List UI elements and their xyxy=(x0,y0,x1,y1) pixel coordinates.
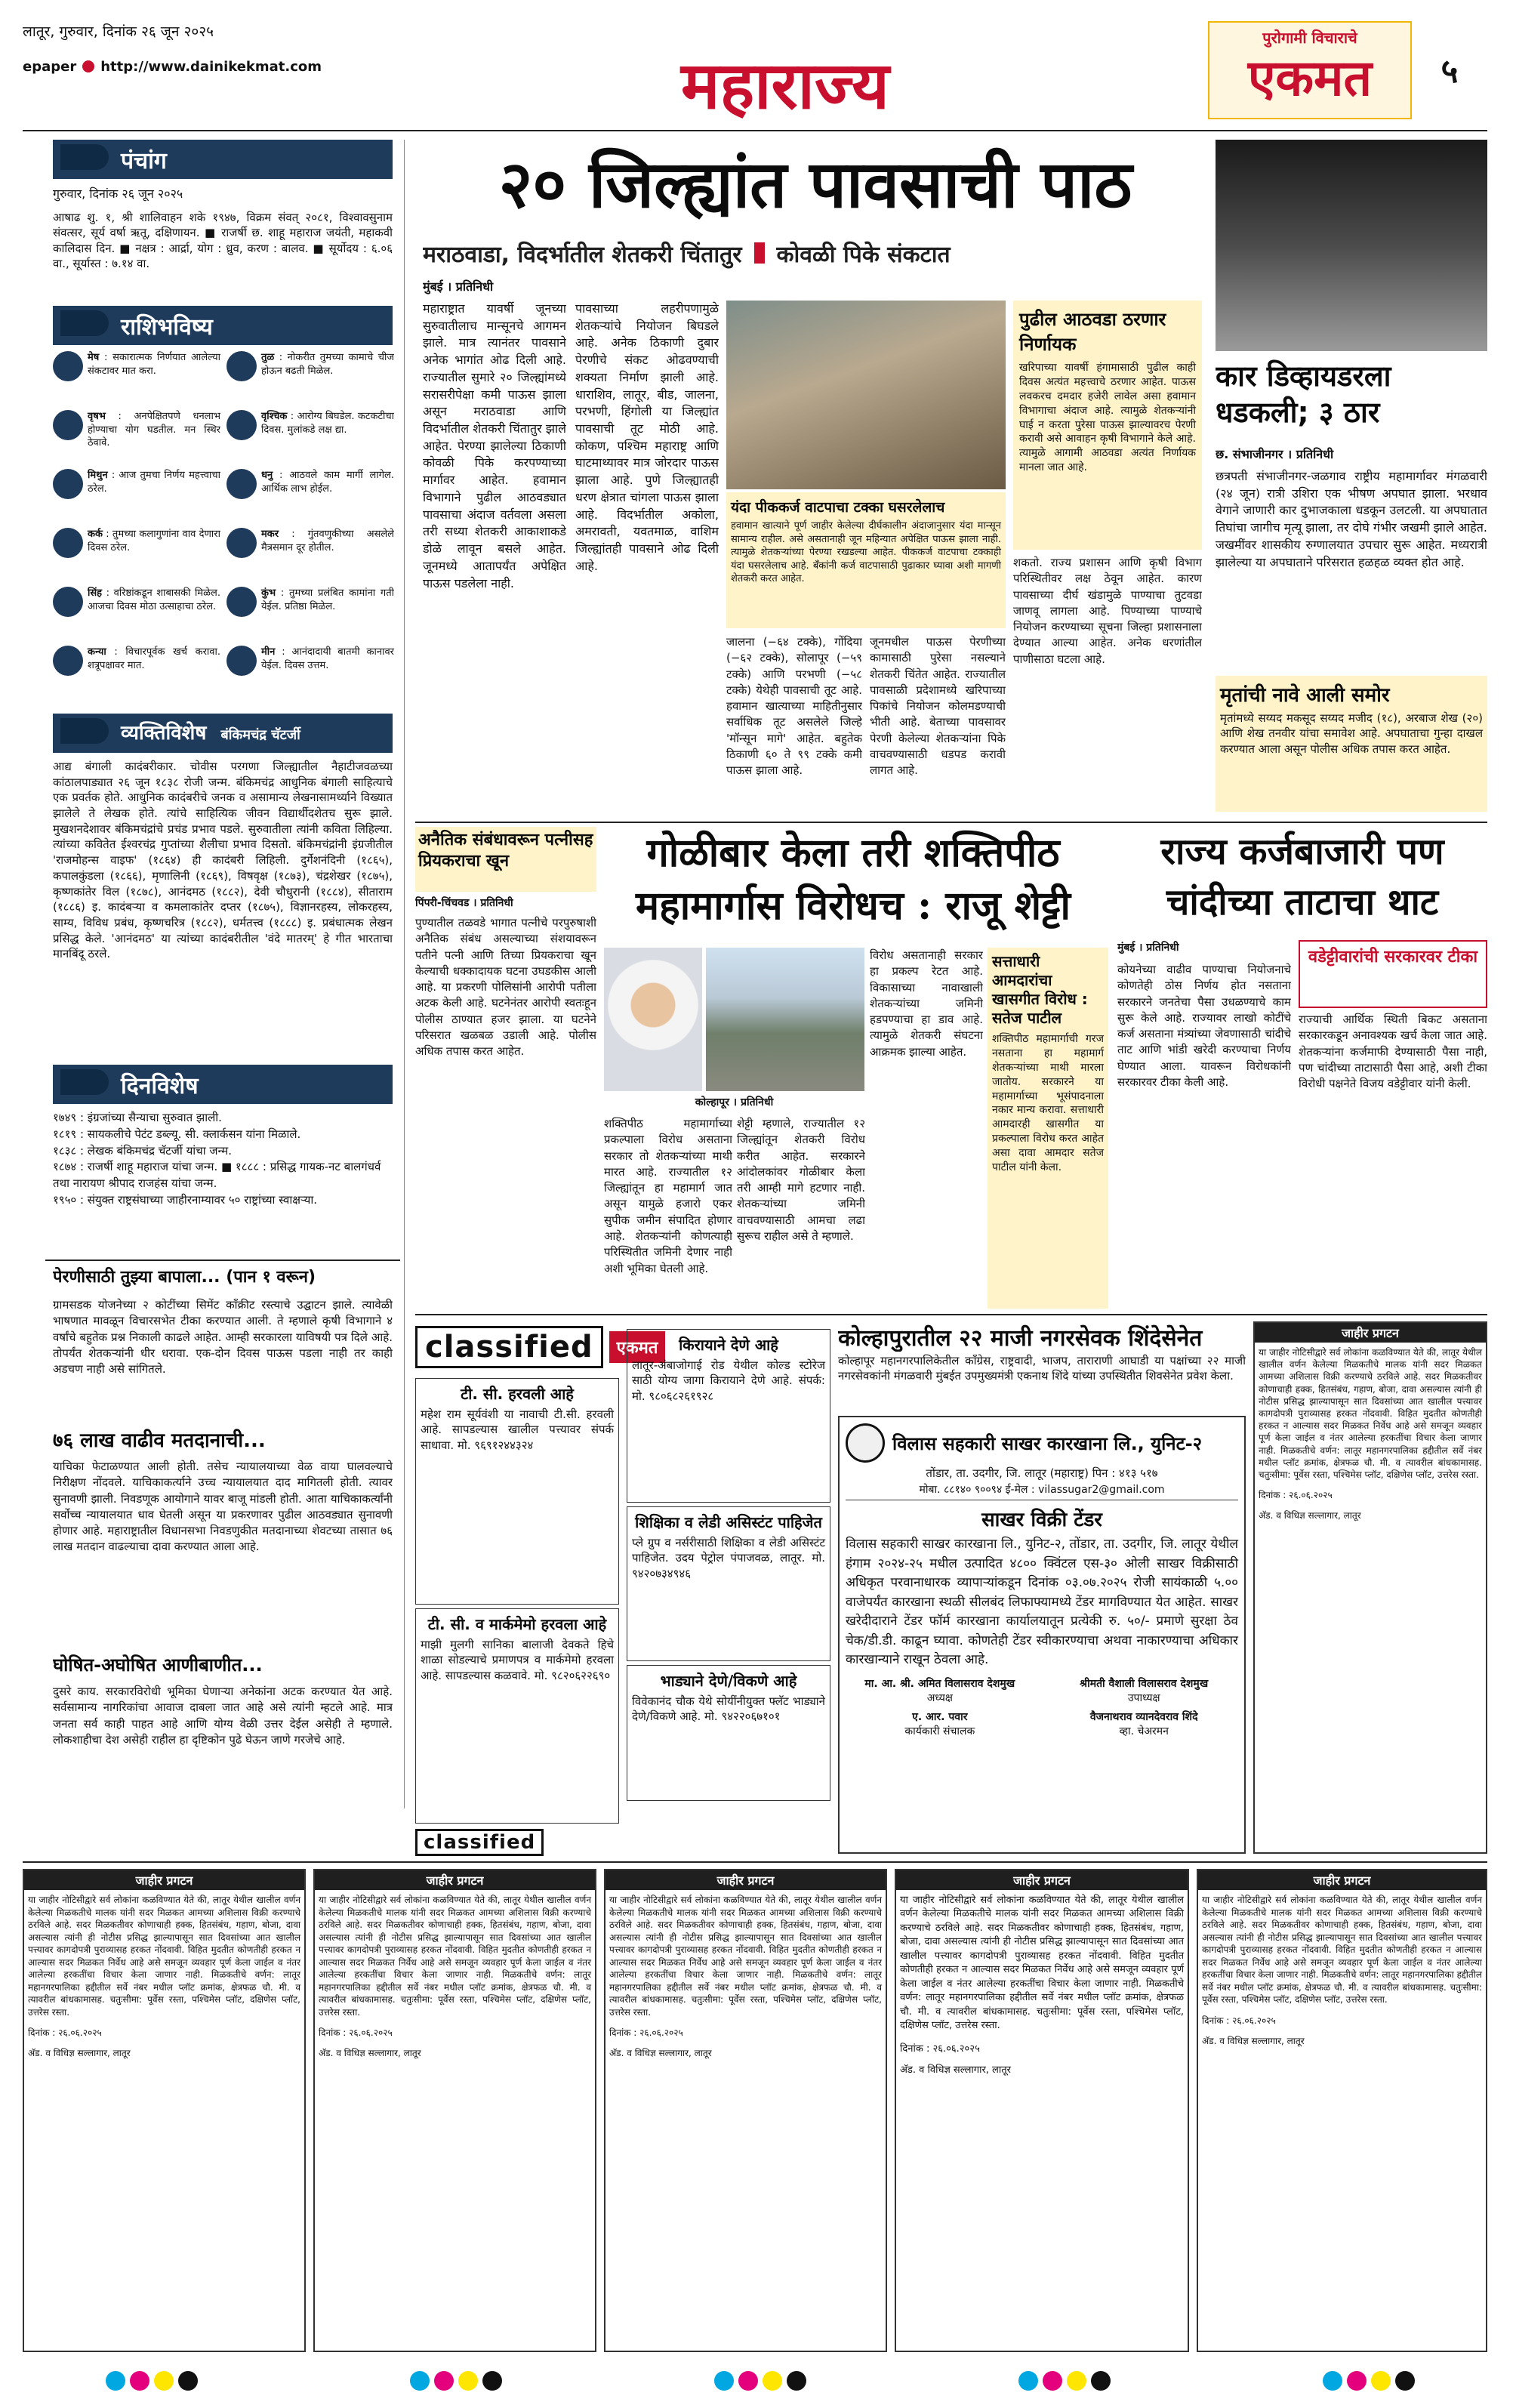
shaktipeeth-body-3: विरोध असतानाही सरकार हा प्रकल्प रेटत आहे. विकासाच्या नावाखाली शेतकऱ्यांच्या जमिनी हडपण्याचा हा डाव आहे. त्यामुळे शेतकरी संघटना आक्रमक झाल्या आहेत. xyxy=(870,948,983,1059)
dinvishesh-item: १८१९ : सायकलीचे पेटंट डब्ल्यू. सी. क्लार्कसन यांना मिळाले. xyxy=(53,1127,301,1141)
ad-body: प्ले ग्रुप व नर्सरीसाठी शिक्षिका व लेडी असिस्टंट पाहिजेत. उदय पेट्रोल पंपाजवळ, लातूर. मो. ९४२०७३४९४६ xyxy=(632,1536,825,1580)
lead-subheads xyxy=(423,234,1208,272)
rashi-text: अनपेक्षितपणे धनलाभ होण्याचा योग घडतील. मन स्थिर ठेवावे. xyxy=(88,411,220,449)
rashi-name: सिंह xyxy=(88,587,103,599)
vyakti-header xyxy=(53,714,393,753)
classified-footer xyxy=(415,1827,830,1858)
rashi-name: मकर xyxy=(261,529,279,540)
zodiac-pisces-icon xyxy=(226,646,257,676)
dinvishesh-title: दिनविशेष xyxy=(121,1073,199,1099)
raju-shetti-photo xyxy=(604,948,702,1091)
section-masthead xyxy=(649,38,921,128)
panchang-header xyxy=(53,140,393,179)
zodiac-cancer-icon xyxy=(53,528,83,558)
rashi-left-list xyxy=(53,351,220,710)
rashi-name: तुळ xyxy=(261,352,275,363)
notice-body: या जाहीर नोटिसीद्वारे सर्व लोकांना कळविण्यात येते की, लातूर येथील खालील वर्णन केलेल्या मिळकतीचे मालक यांनी सदर मिळकत आमच्या अशिलास विक्री करण्याचे ठरविले आहे. सदर मिळकतीवर कोणाचाही हक्क, हितसंबंध, गहाण, बोजा, दावा असल्यास त्यांनी ही नोटीस प्रसिद्ध झाल्यापासून सात दिवसांच्या आत खालील पत्त्यावर कागदोपत्री पुराव्यासह हरकत नोंदवावी. विहित मुदतीत कोणतीही हरकत न आल्यास सदर मिळकत निर्वेध आहे असे समजून व्यवहार पूर्ण केला जाईल व नंतर आलेल्या हरकतींचा विचार केला जाणार नाही. मिळकतीचे वर्णन: लातूर महानगरपालिका हद्दीतील सर्वे नंबर मधील प्लॉट क्रमांक, क्षेत्रफळ चौ. मी. व त्यावरील बांधकामासह. चतुःसीमा: पूर्वेस रस्ता, पश्चिमेस प्लॉट, दक्षिणेस प्लॉट, उत्तरेस रस्ता. xyxy=(609,1895,882,2018)
notice-header: जाहीर प्रगटन xyxy=(24,1870,304,1890)
anaitik-headline: अनैतिक संबंधावरून पत्नीसह प्रियकराचा खून xyxy=(418,831,593,871)
classified-ad xyxy=(627,1665,830,1801)
zodiac-capricorn-icon xyxy=(226,528,257,558)
vilas-contact: मोबा. ८८१४० ९००९४ ई-मेल : vilassugar2@gmail.com xyxy=(846,1482,1238,1500)
public-notice xyxy=(23,1869,306,2352)
brand-name: एकमत xyxy=(1247,48,1373,107)
panchang-title: पंचांग xyxy=(121,148,167,174)
rashi-text: आज तुमचा निर्णय महत्त्वाचा ठरेल. xyxy=(88,470,220,495)
color-registration-mark xyxy=(1323,2371,1419,2398)
rashi-text: तुमच्या कलागुणांना वाव देणारा दिवस ठरेल. xyxy=(88,529,220,553)
public-notice xyxy=(895,1869,1189,2352)
rashi-item: तुळ : नोकरीत तुमच्या कामाचे चीज होऊन बढती मिळेल. xyxy=(226,351,394,410)
signatory-role: अध्यक्ष xyxy=(926,1691,953,1704)
vilas-header xyxy=(846,1423,1238,1463)
public-notice xyxy=(313,1869,596,2352)
ghoshit-body: दुसरे काय. सरकारविरोधी भूमिका घेणाऱ्या अनेकांना अटक करण्यात येत आहे. सर्वसामान्य नागरिकांचा आवाज दाबला जात आहे असे त्यांनी म्हटले आहे. मात्र जनता सर्व काही पाहत आहे आणि योग्य वेळी उत्तर देईल असेही ते म्हणाले. लोकशाहीचा देश असेही राहील हा दृष्टिकोन पुढे घेऊन जाणे गरजेचे आहे. xyxy=(53,1685,393,1747)
rashi-icon xyxy=(60,310,109,336)
page-number: ५ xyxy=(1441,52,1459,91)
notice-date: दिनांक : २६.०६.२०२५ xyxy=(1259,1490,1333,1501)
dinvishesh-header xyxy=(53,1065,393,1104)
zodiac-aquarius-icon xyxy=(226,587,257,617)
zodiac-sagittarius-icon xyxy=(226,469,257,499)
crash-sub-title: मृतांची नावे आली समोर xyxy=(1220,684,1390,707)
anaitik-headline-box xyxy=(415,827,596,892)
notice-signatory: अ‍ॅड. व विधिज्ञ सल्लागार, लातूर xyxy=(1259,1510,1361,1522)
dinvishesh-item: १९५० : संयुक्त राष्ट्रसंघाच्या जाहीरनाम्यावर ५० राष्ट्रांच्या स्वाक्षऱ्या. xyxy=(53,1192,317,1207)
lead-sidebar-body-2: शकतो. राज्य प्रशासन आणि कृषी विभाग परिस्थितीवर लक्ष ठेवून आहेत. कारण पावसाच्या दीर्घ खंडामुळे पाण्याचा तुटवडा जाणवू लागला आहे. पिण्याच्या पाण्याचे नियोजन करण्याच्या सूचना जिल्हा प्रशासनाला देण्यात आल्या आहेत. अनेक धरणांतील पाणीसाठा घटला आहे. xyxy=(1013,556,1202,666)
rashi-item: कुंभ : तुमच्या प्रलंबित कामांना गती येईल. प्रतिष्ठा मिळेल. xyxy=(226,587,394,646)
perni-title: पेरणीसाठी तुझ्या बापाला... (पान १ वरून) xyxy=(53,1268,316,1287)
signatory-name: मा. आ. श्री. अमित विलासराव देशमुख xyxy=(864,1677,1015,1690)
rashi-item: कर्क : तुमच्या कलागुणांना वाव देणारा दिवस ठरेल. xyxy=(53,528,220,587)
color-registration-mark xyxy=(106,2371,202,2398)
subhead-separator xyxy=(754,242,765,264)
lead-col-4: जूनमधील पाऊस पेरणीच्या कामासाठी पुरेसा नसल्याने शेतकरी चिंतेत आहेत. राज्यातील पावसाळी प्रदेशामध्ये खरिपाच्या पिकांचे नियोजन कोलमडण्याची भीती आहे. बेताच्या पावसावर पेरणी केलेल्या शेतकऱ्यांना पिके वाचवण्यासाठी धडपड करावी लागत आहे. xyxy=(870,635,1006,778)
vyakti-subtitle: बंकिमचंद्र चॅटर्जी xyxy=(220,727,300,743)
lead-col-1: महाराष्ट्रात यावर्षी जूनच्या सुरुवातीलाच मान्सूनचे आगमन झाले. मात्र त्यानंतर पावसाने अनेक भागांत ओढ दिली आहे. राज्यातील सुमारे २० जिल्ह्यांमध्ये सरासरीपेक्षा कमी पाऊस झाला असून मराठवाडा आणि विदर्भातील शेतकरी चिंतातुर झाले आहेत. पेरण्या झालेल्या ठिकाणी कोवळी पिके करपण्याच्या मार्गावर आहेत. हवामान विभागाने पुढील आठवड्यात पावसाचा अंदाज वर्तवला असला तरी सध्या शेतकरी आकाशाकडे डोळे लावून बसले आहेत. जूनमध्ये आतापर्यंत अपेक्षित पाऊस पडलेला नाही. xyxy=(423,301,566,590)
public-notice xyxy=(604,1869,887,2352)
vyakti-body: आद्य बंगाली कादंबरीकार. चोवीस परगणा जिल्ह्यातील नैहाटीजवळच्या कांठालपाड्यात २६ जून १८३८ रोजी जन्म. बंकिमचंद्र आधुनिक बंगाली साहित्याचे एक प्रवर्तक होते. आधुनिक कादंबरीचे जनक व असामान्य लेखनासामर्थ्याने विख्यात झालेले ते लेखक होते. त्यांचे साहित्यिक जीवन विद्यार्थीदशेतच सुरू झाले. मुखशनदेशावर बंकिमचंद्रांचे प्रचंड प्रभाव पडले. सुरुवातीला त्यांनी कविता लिहिल्या. त्यांच्या कवितेत ईश्वरचंद्र गुप्तांच्या शैलीचा प्रभाव दिसतो. बंकिमचंद्रांनी इंग्रजीतील 'राजमोहन्स वाइफ' (१८६४) ही कादंबरी लिहिली. दुर्गेशनंदिनी (१८६५), कपालकुंडला (१८६६), मृणालिनी (१८६९), विषवृक्ष (१८७३), चंद्रशेखर (१८७५), कृष्णकांतेर विल (१८७८), आनंदमठ (१८८२), देवी चौधुरानी (१८८४), सीताराम (१८८६) इ. कादंबऱ्या व कमलाकांतेर दप्तर (१८७५), विज्ञानरहस्य, लोकरहस्य, साम्य, विविध प्रबंध, कृष्णचरित्र (१८८२), धर्मतत्त्व (१८८८) इ. प्रबंधात्मक लेखन प्रसिद्ध केले. 'आनंदमठ' या त्यांच्या कादंबरीतील 'वंदे मातरम्' हे गीत भारताचा मानबिंदू ठरले. xyxy=(53,760,393,961)
lakh76-title: ७६ लाख वाढीव मतदानाची... xyxy=(53,1429,266,1452)
ad-title: टी. सी. व मार्कमेमो हरवला आहे xyxy=(427,1615,607,1633)
rashi-right-list xyxy=(226,351,394,710)
anaitik-byline: पिंपरी-चिंचवड । प्रतिनिधी xyxy=(415,897,513,909)
classified-ekmat: एकमत xyxy=(609,1331,666,1363)
notice-header: जाहीर प्रगटन xyxy=(896,1870,1188,1890)
sidebar-body: खरिपाच्या यावर्षी हंगामासाठी पुढील काही दिवस अत्यंत महत्त्वाचे ठरणार आहेत. पाऊस लवकरच दमदार हजेरी लावेल असा हवामान विभागाचा अंदाज आहे. त्यामुळे शेतकऱ्यांनी घाई न करता पुरेसा पाऊस झाल्यावरच पेरणी करावी असे आवाहन कृषी विभागाने केले आहे. त्यामुळे आगामी आठवडा अत्यंत निर्णायक मानला जात आहे. xyxy=(1019,362,1196,474)
notice-date: दिनांक : २६.०६.२०२५ xyxy=(609,2027,683,2039)
epaper-label: epaper xyxy=(23,58,77,75)
ghoshit-title: घोषित-अघोषित आणीबाणीत... xyxy=(53,1654,263,1676)
rashi-name: मीन xyxy=(261,646,276,658)
rashi-item: कन्या : विचारपूर्वक खर्च करावा. शत्रूपक्षावर मात. xyxy=(53,646,220,705)
website-link[interactable]: http://www.dainikekmat.com xyxy=(100,58,322,75)
rashi-text: गुंतवणुकीच्या असलेले मैत्रसमान दूर होतील. xyxy=(261,529,394,553)
zodiac-leo-icon xyxy=(53,587,83,617)
classified-ad xyxy=(415,1378,619,1605)
lead-col-2: पावसाच्या लहरीपणामुळे शेतकऱ्यांचे नियोजन बिघडले आहे. अनेक ठिकाणी दुबार पेरणीचे संकट ओढवण्याची शक्यता निर्माण झाली आहे. धाराशिव, लातूर, बीड, जालना, परभणी, हिंगोली या जिल्ह्यांत पावसाची तूट मोठी आहे. कोकण, पश्चिम महाराष्ट्र आणि घाटमाथ्यावर मात्र जोरदार पाऊस झाला आहे. पुणे जिल्ह्यातही धरण क्षेत्रात चांगला पाऊस झाला आहे. विदर्भातील अकोला, अमरावती, यवतमाळ, वाशिम जिल्ह्यांतही पावसाने ओढ दिली आहे. xyxy=(575,301,719,573)
rashi-item: मकर : गुंतवणुकीच्या असलेले मैत्रसमान दूर होतील. xyxy=(226,528,394,587)
satej-body: शक्तिपीठ महामार्गाची गरज नसताना हा महामार्ग शेतकऱ्यांच्या माथी मारला जातोय. सरकारने या महामार्गाच्या भूसंपादनाला नकार मान्य करावा. सत्ताधारी आमदारही खासगीत या प्रकल्पाला विरोध करत आहेत असा दावा आमदार सतेज पाटील यांनी केला. xyxy=(992,1033,1104,1174)
debt-body-2: राज्याची आर्थिक स्थिती बिकट असताना सरकारकडून अनावश्यक खर्च केला जात आहे. शेतकऱ्यांना कर्जमाफी देण्यासाठी पैसा नाही, पण चांदीच्या ताटासाठी पैसा आहे, अशी टीका विरोधी पक्षनेते विजय वडेट्टीवार यांनी केली. xyxy=(1299,1013,1487,1091)
tender-body: विलास सहकारी साखर कारखाना लि., युनिट-२, तोंडार, ता. उदगीर, जि. लातूर येथील हंगाम २०२४-२५ मधील उत्पादित ४८०० क्विंटल एस-३० ओली साखर विक्रीसाठी अधिकृत परवानाधारक व्यापाऱ्यांकडून दिनांक ०३.०७.२०२५ रोजी सायंकाळी ५.०० वाजेपर्यंत कारखाना स्थळी सीलबंद लिफाफ्यामध्ये टेंडर मागविण्यात येत आहेत. साखर खरेदीदाराने टेंडर फॉर्म कारखाना कार्यालयातून प्रत्येकी रु. ५०/- प्रमाणे सुरक्षा ठेव चेक/डी.डी. काढून घ्यावा. कोणतेही टेंडर स्वीकारण्याचा अथवा नाकारण्याचा अधिकार कारखान्याने राखून ठेवला आहे. xyxy=(846,1537,1238,1667)
notice-header: जाहीर प्रगटन xyxy=(315,1870,595,1890)
classified-ad xyxy=(627,1329,830,1503)
rashi-item: मेष : सकारात्मक निर्णयात आलेल्या संकटावर मात करा. xyxy=(53,351,220,410)
zodiac-taurus-icon xyxy=(53,410,83,440)
column-divider xyxy=(404,140,405,1808)
notice-signatory: अ‍ॅड. व विधिज्ञ सल्लागार, लातूर xyxy=(319,2048,421,2059)
crash-sub-body: मृतांमध्ये सय्यद मकसूद सय्यद मजीद (१८), अरबाज शेख (२०) आणि शेख तनवीर यांचा समावेश आहे. अपघाताचा गुन्हा दाखल करण्यात आला असून पोलीस अधिक तपास करत आहेत. xyxy=(1220,711,1483,756)
panchang-date: गुरुवार, दिनांक २६ जून २०२५ xyxy=(53,187,183,201)
shaktipeeth-body-1: शक्तिपीठ महामार्गाच्या प्रकल्पाला विरोध असताना सरकार तो शेतकऱ्यांच्या माथी मारत आहे. राज्यातील १२ जिल्ह्यांतून हा महामार्ग जात असून यामुळे हजारो एकर सुपीक जमीन संपादित होणार आहे. शेतकऱ्यांनी कोणत्याही परिस्थितीत जमिनी देणार नाही अशी भूमिका घेतली आहे. xyxy=(604,1117,732,1275)
print-registration-marks xyxy=(106,2371,1419,2398)
rashi-name: धनु xyxy=(261,470,273,481)
dinvishesh-item: १८७४ : राजर्षी शाहू महाराज यांचा जन्म. ■ १८८८ : प्रसिद्ध गायक-नट बालगंधर्व तथा नारायण श्रीपाद राजहंस यांचा जन्म. xyxy=(53,1160,381,1190)
lead-col-3: जालना (−६४ टक्के), गोंदिया (−६२ टक्के), सोलापूर (−५९ टक्के) आणि परभणी (−५८ टक्के) येथेही पावसाची तूट आहे. हवामान खात्याच्या माहितीनुसार सर्वाधिक तूट असलेले जिल्हे 'मॉन्सून मागे' आहेत. बहुतेक ठिकाणी ६० ते ९९ टक्के कमी पाऊस झाला आहे. xyxy=(726,635,862,778)
notice-date: दिनांक : २६.०६.२०२५ xyxy=(900,2043,980,2055)
vilas-tender-ad xyxy=(838,1416,1246,1854)
notice-signatory: अ‍ॅड. व विधिज्ञ सल्लागार, लातूर xyxy=(609,2048,712,2059)
panchang-icon xyxy=(60,144,109,170)
notice-signatory: अ‍ॅड. व विधिज्ञ सल्लागार, लातूर xyxy=(900,2064,1011,2076)
vilas-signatures-row-1 xyxy=(846,1676,1238,1705)
lead-byline: मुंबई । प्रतिनिधी xyxy=(423,279,494,294)
section-rule xyxy=(415,822,1487,823)
panchang-body: आषाढ शु. १, श्री शालिवाहन शके १९४७, विक्रम संवत् २०८१, विश्वावसुनाम संवत्सर, सूर्य वर्षा ऋतू, दक्षिणायन. ■ राजर्षी छ. शाहू महाराज जयंती, महाकवी कालिदास दिन. ■ नक्षत्र : आर्द्रा, योग : ध्रुव, करण : बालव. ■ सूर्योदय : ६.०६ वा., सूर्यास्त : ७.१४ वा. xyxy=(53,211,393,270)
notice-body: या जाहीर नोटिसीद्वारे सर्व लोकांना कळविण्यात येते की, लातूर येथील खालील वर्णन केलेल्या मिळकतीचे मालक यांनी सदर मिळकत आमच्या अशिलास विक्री करण्याचे ठरविले आहे. सदर मिळकतीवर कोणाचाही हक्क, हितसंबंध, गहाण, बोजा, दावा असल्यास त्यांनी ही नोटीस प्रसिद्ध झाल्यापासून सात दिवसांच्या आत खालील पत्त्यावर कागदोपत्री पुराव्यासह हरकत नोंदवावी. विहित मुदतीत कोणतीही हरकत न आल्यास सदर मिळकत निर्वेध आहे असे समजून व्यवहार पूर्ण केला जाईल व नंतर आलेल्या हरकतींचा विचार केला जाणार नाही. मिळकतीचे वर्णन: लातूर महानगरपालिका हद्दीतील सर्वे नंबर मधील प्लॉट क्रमांक, क्षेत्रफळ चौ. मी. व त्यावरील बांधकामासह. चतुःसीमा: पूर्वेस रस्ता, पश्चिमेस प्लॉट, दक्षिणेस प्लॉट, उत्तरेस रस्ता. xyxy=(319,1895,591,2018)
debt-byline: मुंबई । प्रतिनिधी xyxy=(1117,942,1179,954)
vilas-signatures-row-2 xyxy=(846,1710,1238,1738)
rashi-item: सिंह : वरिष्ठांकडून शाबासकी मिळेल. आजचा दिवस मोठा उत्साहाचा ठरेल. xyxy=(53,587,220,646)
rashi-item: मिथुन : आज तुमचा निर्णय महत्त्वाचा ठरेल. xyxy=(53,469,220,528)
ad-title: भाड्याने देणे/विकणे आहे xyxy=(660,1672,797,1690)
notice-body: या जाहीर नोटिसीद्वारे सर्व लोकांना कळविण्यात येते की, लातूर येथील खालील वर्णन केलेल्या मिळकतीचे मालक यांनी सदर मिळकत आमच्या अशिलास विक्री करण्याचे ठरविले आहे. सदर मिळकतीवर कोणाचाही हक्क, हितसंबंध, गहाण, बोजा, दावा असल्यास त्यांनी ही नोटीस प्रसिद्ध झाल्यापासून सात दिवसांच्या आत खालील पत्त्यावर कागदोपत्री पुराव्यासह हरकत नोंदवावी. विहित मुदतीत कोणतीही हरकत न आल्यास सदर मिळकत निर्वेध आहे असे समजून व्यवहार पूर्ण केला जाईल व नंतर आलेल्या हरकतींचा विचार केला जाणार नाही. मिळकतीचे वर्णन: लातूर महानगरपालिका हद्दीतील सर्वे नंबर मधील प्लॉट क्रमांक, क्षेत्रफळ चौ. मी. व त्यावरील बांधकामासह. चतुःसीमा: पूर्वेस रस्ता, पश्चिमेस प्लॉट, दक्षिणेस प्लॉट, उत्तरेस रस्ता. xyxy=(28,1895,300,2018)
ad-body: माझी मुलगी सानिका बालाजी देवकते हिचे शाळा सोडल्याचे प्रमाणपत्र व मार्कमेमो हरवला आहे. सापडल्यास कळवावे. मो. ९८२०६२२६९० xyxy=(421,1638,614,1682)
section-rule xyxy=(23,1861,1487,1863)
ad-body: विवेकानंद चौक येथे सोयींनीयुक्त फ्लॅट भाड्याने देणे/विकणे आहे. मो. ९४२२०६७१०१ xyxy=(632,1694,825,1724)
notice-date: दिनांक : २६.०६.२०२५ xyxy=(319,2027,393,2039)
ad-title: टी. सी. हरवली आहे xyxy=(461,1385,574,1403)
notice-body: या जाहीर नोटिसीद्वारे सर्व लोकांना कळविण्यात येते की, लातूर येथील खालील वर्णन केलेल्या मिळकतीचे मालक यांनी सदर मिळकत आमच्या अशिलास विक्री करण्याचे ठरविले आहे. सदर मिळकतीवर कोणाचाही हक्क, हितसंबंध, गहाण, बोजा, दावा असल्यास त्यांनी ही नोटीस प्रसिद्ध झाल्यापासून सात दिवसांच्या आत खालील पत्त्यावर कागदोपत्री पुराव्यासह हरकत नोंदवावी. विहित मुदतीत कोणतीही हरकत न आल्यास सदर मिळकत निर्वेध आहे असे समजून व्यवहार पूर्ण केला जाईल व नंतर आलेल्या हरकतींचा विचार केला जाणार नाही. मिळकतीचे वर्णन: लातूर महानगरपालिका हद्दीतील सर्वे नंबर मधील प्लॉट क्रमांक, क्षेत्रफळ चौ. मी. व त्यावरील बांधकामासह. चतुःसीमा: पूर्वेस रस्ता, पश्चिमेस प्लॉट, दक्षिणेस प्लॉट, उत्तरेस रस्ता. xyxy=(1202,1895,1482,2006)
color-registration-mark xyxy=(714,2371,811,2398)
signatory-name: वैजनाथराव व्यानदेवराव शिंदे xyxy=(1089,1710,1198,1723)
photo-caption-title: यंदा पीककर्ज वाटपाचा टक्का घसरलेलाच xyxy=(731,499,945,516)
lakh76-body: याचिका फेटाळण्यात आली होती. तसेच न्यायालयाच्या वेळ वाया घालवल्याचे निरीक्षण नोंदवले. याचिकाकर्त्याने उच्च न्यायालयात दाद मागितली होती. त्यावर सुनावणी झाली. निवडणूक आयोगाने यावर बाजू मांडली होती. आता याचिकाकर्त्यांनी सर्वोच्च न्यायालयात धाव घेतली असून या प्रकरणावर पुढील आठवड्यात सुनावणी होणार आहे. महाराष्ट्रातील विधानसभा निवडणुकीत मतदानाच्या शेवटच्या तासात ७६ लाख मतदान वाढल्याचा दावा करण्यात आला आहे. xyxy=(53,1460,393,1554)
rashi-text: आठवले काम मार्गी लागेल. आर्थिक लाभ होईल. xyxy=(261,470,394,495)
lead-subhead: मराठवाडा, विदर्भातील शेतकरी चिंतातुर xyxy=(423,241,742,268)
zodiac-aries-icon xyxy=(53,351,83,381)
crash-photo xyxy=(1216,140,1487,351)
zodiac-libra-icon xyxy=(226,351,257,381)
dinvishesh-list xyxy=(53,1110,393,1253)
photo-caption-body: हवामान खात्याने पूर्ण जाहीर केलेल्या दीर्घकालीन अंदाजानुसार यंदा मान्सून सामान्य राहील. असे असतानाही जून महिन्यात अपेक्षित पाऊस झाला नाही. त्यामुळे शेतकऱ्यांच्या पेरण्या रखडल्या आहेत. पीककर्ज वाटपाचा टक्काही यंदा घसरलेलाच आहे. बँकांनी कर्ज वाटपासाठी पुढाकार घ्यावा अशी मागणी शेतकरी करत आहेत. xyxy=(731,520,1001,585)
rashi-text: आरोग्य बिघडेल. कटकटीचा दिवस. मुलांकडे लक्ष द्या. xyxy=(261,411,394,436)
zodiac-gemini-icon xyxy=(53,469,83,499)
signatory-role: व्हा. चेअरमन xyxy=(1119,1725,1169,1737)
section-title: महाराज्य xyxy=(681,47,889,124)
zodiac-virgo-icon xyxy=(53,646,83,676)
ad-title: किरायाने देणे आहे xyxy=(679,1336,778,1354)
kolhapur-body: कोल्हापूर महानगरपालिकेतील काँग्रेस, राष्ट्रवादी, भाजप, ताराराणी आघाडी या पक्षांच्या २२ माजी नगरसेवकांनी मंगळवारी मुंबईत उपमुख्यमंत्री एकनाथ शिंदे यांच्या उपस्थितीत शिवसेनेत प्रवेश केला. xyxy=(838,1354,1246,1383)
highway-photo xyxy=(706,948,864,1091)
farmer-plough-photo xyxy=(726,301,1006,489)
notice-date: दिनांक : २६.०६.२०२५ xyxy=(28,2027,102,2039)
kolhapur-headline: कोल्हापुरातील २२ माजी नगरसेवक शिंदेसेनेत xyxy=(838,1325,1203,1352)
debt-headline: राज्य कर्जबाजारी पण चांदीच्या ताटाचा थाट xyxy=(1160,831,1444,924)
brand-tagline: पुरोगामी विचाराचे xyxy=(1262,29,1357,47)
rashi-name: कुंभ xyxy=(261,587,276,599)
notice-header: जाहीर प्रगटन xyxy=(605,1870,886,1890)
lead-subhead-2: कोवळी पिके संकटात xyxy=(776,241,951,268)
notice-body: या जाहीर नोटिसीद्वारे सर्व लोकांना कळविण्यात येते की, लातूर येथील खालील वर्णन केलेल्या मिळकतीचे मालक यांनी सदर मिळकत आमच्या अशिलास विक्री करण्याचे ठरविले आहे. सदर मिळकतीवर कोणाचाही हक्क, हितसंबंध, गहाण, बोजा, दावा असल्यास त्यांनी ही नोटीस प्रसिद्ध झाल्यापासून सात दिवसांच्या आत खालील पत्त्यावर कागदोपत्री पुराव्यासह हरकत नोंदवावी. विहित मुदतीत कोणतीही हरकत न आल्यास सदर मिळकत निर्वेध आहे असे समजून व्यवहार पूर्ण केला जाईल व नंतर आलेल्या हरकतींचा विचार केला जाणार नाही. मिळकतीचे वर्णन: लातूर महानगरपालिका हद्दीतील सर्वे नंबर मधील प्लॉट क्रमांक, क्षेत्रफळ चौ. मी. व त्यावरील बांधकामासह. चतुःसीमा: पूर्वेस रस्ता, पश्चिमेस प्लॉट, दक्षिणेस प्लॉट, उत्तरेस रस्ता. xyxy=(1259,1347,1482,1480)
rashi-text: तुमच्या प्रलंबित कामांना गती येईल. प्रतिष्ठा मिळेल. xyxy=(261,587,394,612)
signatory-name: ए. आर. पवार xyxy=(912,1710,968,1723)
zodiac-scorpio-icon xyxy=(226,410,257,440)
rashi-text: नोकरीत तुमच्या कामाचे चीज होऊन बढती मिळेल. xyxy=(261,352,394,377)
sidebar-title: पुढील आठवडा ठरणार निर्णायक xyxy=(1019,309,1166,355)
crash-byline: छ. संभाजीनगर । प्रतिनिधी xyxy=(1216,447,1334,461)
classified-ad xyxy=(415,1608,619,1824)
public-notice xyxy=(1253,1321,1487,1854)
notice-date: दिनांक : २६.०६.२०२५ xyxy=(1202,2015,1276,2026)
shaktipeeth-body-2: शेट्टी म्हणाले, राज्यातील १२ जिल्ह्यांतून शेतकरी विरोध करीत आहेत. सरकारने आंदोलकांवर गोळीबार केला तरी आम्ही मागे हटणार नाही. शेतकऱ्यांच्या जमिनी वाचवण्यासाठी आमचा लढा सुरूच राहील असे ते म्हणाले. xyxy=(737,1117,865,1244)
date-line: लातूर, गुरुवार, दिनांक २६ जून २०२५ xyxy=(23,23,214,40)
ad-body: लातूर-अंबाजोगाई रोड येथील कोल्ड स्टोरेज साठी योग्य जागा किरायाने देणे आहे. संपर्क: मो. ९८०६८२६१९२८ xyxy=(632,1358,825,1403)
crash-sub-box xyxy=(1216,676,1487,812)
dinvishesh-item: १८३८ : लेखक बंकिमचंद्र चॅटर्जी यांचा जन्म. xyxy=(53,1143,232,1158)
brand-logo xyxy=(1208,21,1412,119)
crash-headline: कार डिव्हायडरला धडकली; ३ ठार xyxy=(1216,359,1391,429)
color-registration-mark xyxy=(1018,2371,1115,2398)
rashi-name: वृश्चिक xyxy=(261,411,288,422)
shaktipeeth-byline: कोल्हापूर । प्रतिनिधी xyxy=(695,1096,774,1108)
classified-logo-footer: classified xyxy=(415,1829,544,1856)
rashi-name: मिथुन xyxy=(88,470,108,481)
vilas-title: विलास सहकारी साखर कारखाना लि., युनिट-२ xyxy=(892,1432,1203,1454)
lead-photo-caption xyxy=(726,492,1006,628)
section-rule xyxy=(45,1259,400,1261)
perni-body: ग्रामसडक योजनेच्या २ कोटींच्या सिमेंट काँक्रीट रस्त्याचे उद्घाटन झाले. त्यावेळी भाषणात मावळून विचारसभेत टीका करण्यात आली. ते म्हणाले कृषी विभागाने ४ वर्षांचे बहुतेक प्रश्न निकाली काढले आहेत. आम्ही सरकारला याविषयी पत्र दिले आहे. तोपर्यंत शेतकऱ्यांनी धीर धरावा. एक-दोन दिवस पाऊस पडला नाही तर काही अडचण नाही असे सांगितले. xyxy=(53,1298,393,1377)
rashi-text: विचारपूर्वक खर्च करावा. शत्रूपक्षावर मात. xyxy=(88,646,220,671)
epaper-strip xyxy=(23,53,445,80)
rashi-item: वृश्चिक : आरोग्य बिघडेल. कटकटीचा दिवस. मुलांकडे लक्ष द्या. xyxy=(226,410,394,469)
vadettiwar-box xyxy=(1299,940,1487,1008)
anaitik-body: पुण्यातील तळवडे भागात पत्नीचे परपुरुषाशी अनैतिक संबंध असल्याच्या संशयावरून पतीने पत्नी आणि तिच्या प्रियकराचा खून केल्याची धक्कादायक घटना उघडकीस आली आहे. या प्रकरणी पोलिसांनी आरोपी पतीला अटक केली आहे. घटनेनंतर आरोपी स्वतःहून पोलीस ठाण्यात हजर झाला. या घटनेने परिसरात खळबळ उडाली आहे. पोलीस अधिक तपास करत आहेत. xyxy=(415,916,596,1059)
rashi-item: वृषभ : अनपेक्षितपणे धनलाभ होण्याचा योग घडतील. मन स्थिर ठेवावे. xyxy=(53,410,220,469)
crash-body: छत्रपती संभाजीनगर-जळगाव राष्ट्रीय महामार्गावर मंगळवारी (२४ जून) रात्री उशिरा एक भीषण अपघात झाला. भरधाव वेगाने जाणारी कार दुभाजकाला धडकून उलटली. या अपघातात तिघांचा जागीच मृत्यू झाला, तर दोघे गंभीर जखमी झाले आहेत. जखमींवर शासकीय रुग्णालयात उपचार सुरू आहेत. मध्यरात्री झालेल्या या अपघाताने परिसरात हळहळ व्यक्त होत आहे. xyxy=(1216,469,1487,569)
classified-logo: classified xyxy=(415,1326,603,1368)
globe-icon xyxy=(82,60,94,72)
notice-header: जाहीर प्रगटन xyxy=(1255,1323,1486,1343)
section-rule xyxy=(415,1314,1487,1315)
dinvishesh-icon xyxy=(60,1069,109,1095)
ad-title: शिक्षिका व लेडी असिस्टंट पाहिजेत xyxy=(635,1513,822,1531)
satej-patil-box xyxy=(988,948,1108,1309)
rashi-name: कन्या xyxy=(88,646,106,658)
classified-ad xyxy=(627,1506,830,1661)
rashi-text: आनंदादायी बातमी कानावर येईल. दिवस उत्तम. xyxy=(261,646,394,671)
public-notice xyxy=(1197,1869,1487,2352)
signatory-role: उपाध्यक्ष xyxy=(1127,1691,1160,1704)
rashi-text: सकारात्मक निर्णयात आलेल्या संकटावर मात करा. xyxy=(88,352,220,377)
tender-title: साखर विक्री टेंडर xyxy=(981,1509,1102,1531)
vilas-logo-icon xyxy=(846,1423,885,1463)
rashi-header xyxy=(53,306,393,345)
masthead-rule xyxy=(23,130,1487,131)
satej-title: सत्ताधारी आमदारांचा खासगीत विरोध : सतेज पाटील xyxy=(992,952,1088,1027)
lead-headline: २० जिल्ह्यांत पावसाची पाठ xyxy=(498,146,1132,223)
notice-header: जाहीर प्रगटन xyxy=(1198,1870,1486,1890)
rashi-item: मीन : आनंदादायी बातमी कानावर येईल. दिवस उत्तम. xyxy=(226,646,394,705)
notice-signatory: अ‍ॅड. व विधिज्ञ सल्लागार, लातूर xyxy=(1202,2035,1305,2046)
notice-body: या जाहीर नोटिसीद्वारे सर्व लोकांना कळविण्यात येते की, लातूर येथील खालील वर्णन केलेल्या मिळकतीचे मालक यांनी सदर मिळकत आमच्या अशिलास विक्री करण्याचे ठरविले आहे. सदर मिळकतीवर कोणाचाही हक्क, हितसंबंध, गहाण, बोजा, दावा असल्यास त्यांनी ही नोटीस प्रसिद्ध झाल्यापासून सात दिवसांच्या आत खालील पत्त्यावर कागदोपत्री पुराव्यासह हरकत नोंदवावी. विहित मुदतीत कोणतीही हरकत न आल्यास सदर मिळकत निर्वेध आहे असे समजून व्यवहार पूर्ण केला जाईल व नंतर आलेल्या हरकतींचा विचार केला जाणार नाही. मिळकतीचे वर्णन: लातूर महानगरपालिका हद्दीतील सर्वे नंबर मधील प्लॉट क्रमांक, क्षेत्रफळ चौ. मी. व त्यावरील बांधकामासह. चतुःसीमा: पूर्वेस रस्ता, पश्चिमेस प्लॉट, दक्षिणेस प्लॉट, उत्तरेस रस्ता. xyxy=(900,1895,1184,2032)
vyakti-title: व्यक्तिविशेष xyxy=(121,722,207,745)
lead-sidebar xyxy=(1013,301,1202,550)
debt-body-1: कोयनेच्या वाढीव पाण्याचा नियोजनाचे कोणतेही ठोस निर्णय होत नसताना सरकारने जनतेचा पैसा उधळण्याचे काम सुरू केले आहे. राज्यावर लाखो कोटींचे कर्ज असताना मंत्र्यांच्या जेवणासाठी चांदीचे ताट आणि भांडी खरेदी करण्याचा निर्णय घेण्यात आला. यावरून विरोधकांनी सरकारवर टीका केली आहे. xyxy=(1117,963,1291,1090)
rashi-name: मेष xyxy=(88,352,100,363)
signatory-role: कार्यकारी संचालक xyxy=(904,1725,975,1737)
signatory-name: श्रीमती वैशाली विलासराव देशमुख xyxy=(1080,1677,1209,1690)
vyakti-icon xyxy=(60,718,109,744)
rashi-name: कर्क xyxy=(88,529,103,540)
vilas-address: तोंडार, ता. उदगीर, जि. लातूर (महाराष्ट्र) पिन : ४१३ ५१७ xyxy=(926,1466,1158,1480)
shaktipeeth-headline: गोळीबार केला तरी शक्तिपीठ महामार्गास विरोधच : राजू शेट्टी xyxy=(636,830,1071,930)
rashi-title: राशिभविष्य xyxy=(121,314,213,341)
rashi-name: वृषभ xyxy=(88,411,106,422)
rashi-item: धनु : आठवले काम मार्गी लागेल. आर्थिक लाभ होईल. xyxy=(226,469,394,528)
color-registration-mark xyxy=(410,2371,507,2398)
dinvishesh-item: १७४९ : इंग्रजांच्या सैन्याचा सुरुवात झाली. xyxy=(53,1111,222,1124)
rashi-text: वरिष्ठांकडून शाबासकी मिळेल. आजचा दिवस मोठा उत्साहाचा ठरेल. xyxy=(88,587,220,612)
ad-body: महेश राम सूर्यवंशी या नावाची टी.सी. हरवली आहे. सापडल्यास खालील पत्त्यावर संपर्क साधावा. मो. ९६९१२४४३२४ xyxy=(421,1407,614,1452)
vadettiwar-title: वडेट्टीवारांची सरकारवर टीका xyxy=(1308,948,1478,967)
notice-signatory: अ‍ॅड. व विधिज्ञ सल्लागार, लातूर xyxy=(28,2048,131,2059)
